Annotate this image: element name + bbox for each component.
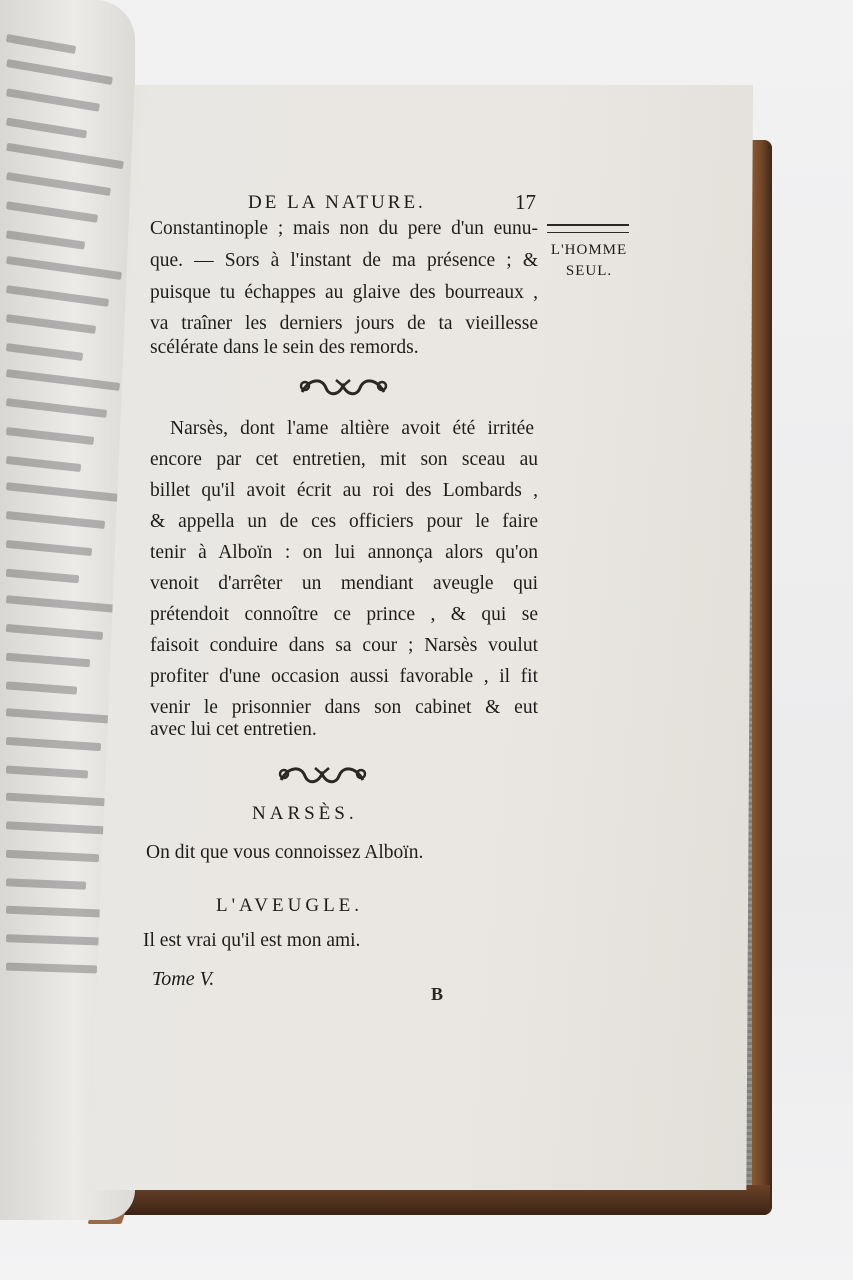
illegible-text-stroke	[6, 511, 105, 529]
illegible-text-stroke	[6, 963, 97, 974]
text-line: Narsès, dont l'ame altière avoit été irritée	[170, 418, 534, 439]
page-number: 17	[515, 190, 536, 214]
text-line: faisoit conduire dans sa cour ; Narsès voulut	[150, 635, 538, 656]
speaker-label: L'AVEUGLE.	[216, 895, 364, 916]
text-line: avec lui cet entretien.	[150, 719, 317, 740]
marginal-note-line: SEUL.	[565, 263, 613, 279]
illegible-text-stroke	[6, 456, 81, 472]
running-head: DE LA NATURE.	[248, 192, 426, 213]
dialogue-line: On dit que vous connoissez Alboïn.	[146, 842, 424, 863]
scroll-vine-ornament-icon	[275, 762, 370, 788]
scroll-vine-ornament-icon	[296, 374, 391, 400]
signature-mark: B	[431, 984, 444, 1004]
illegible-text-stroke	[6, 821, 112, 835]
illegible-text-stroke	[6, 850, 99, 862]
illegible-text-stroke	[6, 343, 83, 361]
text-line: puisque tu échappes au glaive des bourreaux ,	[150, 282, 538, 303]
illegible-text-stroke	[6, 172, 111, 196]
text-line: va traîner les derniers jours de ta vieillesse	[150, 313, 538, 334]
illegible-text-stroke	[6, 624, 103, 640]
illegible-text-stroke	[6, 653, 90, 668]
illegible-text-stroke	[6, 314, 96, 334]
illegible-text-stroke	[6, 59, 113, 85]
text-line: venoit d'arrêter un mendiant aveugle qui	[150, 573, 538, 594]
illegible-text-stroke	[6, 118, 87, 139]
marginal-note	[545, 240, 633, 282]
text-line: que. — Sors à l'instant de ma présence ; &	[150, 250, 538, 271]
illegible-text-stroke	[6, 230, 85, 249]
text-line: prétendoit connoître ce prince , & qui se	[150, 604, 538, 625]
dialogue-line: Il est vrai qu'il est mon ami.	[143, 930, 361, 951]
illegible-text-stroke	[6, 766, 88, 779]
speaker-label: NARSÈS.	[252, 803, 358, 824]
text-line: Constantinople ; mais non du pere d'un eunu-	[150, 218, 538, 239]
text-line: billet qu'il avoit écrit au roi des Lombards ,	[150, 480, 538, 501]
text-line: scélérate dans le sein des remords.	[150, 337, 419, 358]
text-line: & appella un de ces officiers pour le faire	[150, 511, 538, 532]
volume-signature: Tome V.	[152, 968, 215, 990]
illegible-text-stroke	[6, 708, 114, 724]
illegible-text-stroke	[6, 34, 76, 54]
text-line: profiter d'une occasion aussi favorable , il fit	[150, 666, 538, 687]
marginal-note-line: L'HOMME	[550, 242, 628, 258]
illegible-text-stroke	[6, 427, 94, 445]
illegible-text-stroke	[6, 369, 120, 391]
illegible-text-stroke	[6, 595, 116, 613]
illegible-text-stroke	[6, 934, 110, 946]
text-line: encore par cet entretien, mit son sceau au	[150, 449, 538, 470]
illegible-text-stroke	[6, 569, 79, 584]
text-line: venir le prisonnier dans son cabinet & eut	[150, 697, 538, 718]
illegible-text-stroke	[6, 540, 92, 556]
illegible-text-stroke	[6, 88, 100, 111]
illegible-text-stroke	[6, 878, 86, 889]
illegible-text-stroke	[6, 201, 98, 223]
illegible-text-stroke	[6, 737, 101, 751]
illegible-text-stroke	[6, 256, 122, 280]
illegible-text-stroke	[6, 398, 107, 418]
illegible-text-stroke	[6, 285, 109, 307]
illegible-text-stroke	[6, 143, 124, 169]
illegible-text-stroke	[6, 681, 77, 694]
marginal-rule	[547, 224, 629, 233]
text-line: tenir à Alboïn : on lui annonça alors qu'on	[150, 542, 538, 563]
illegible-text-stroke	[6, 482, 118, 502]
